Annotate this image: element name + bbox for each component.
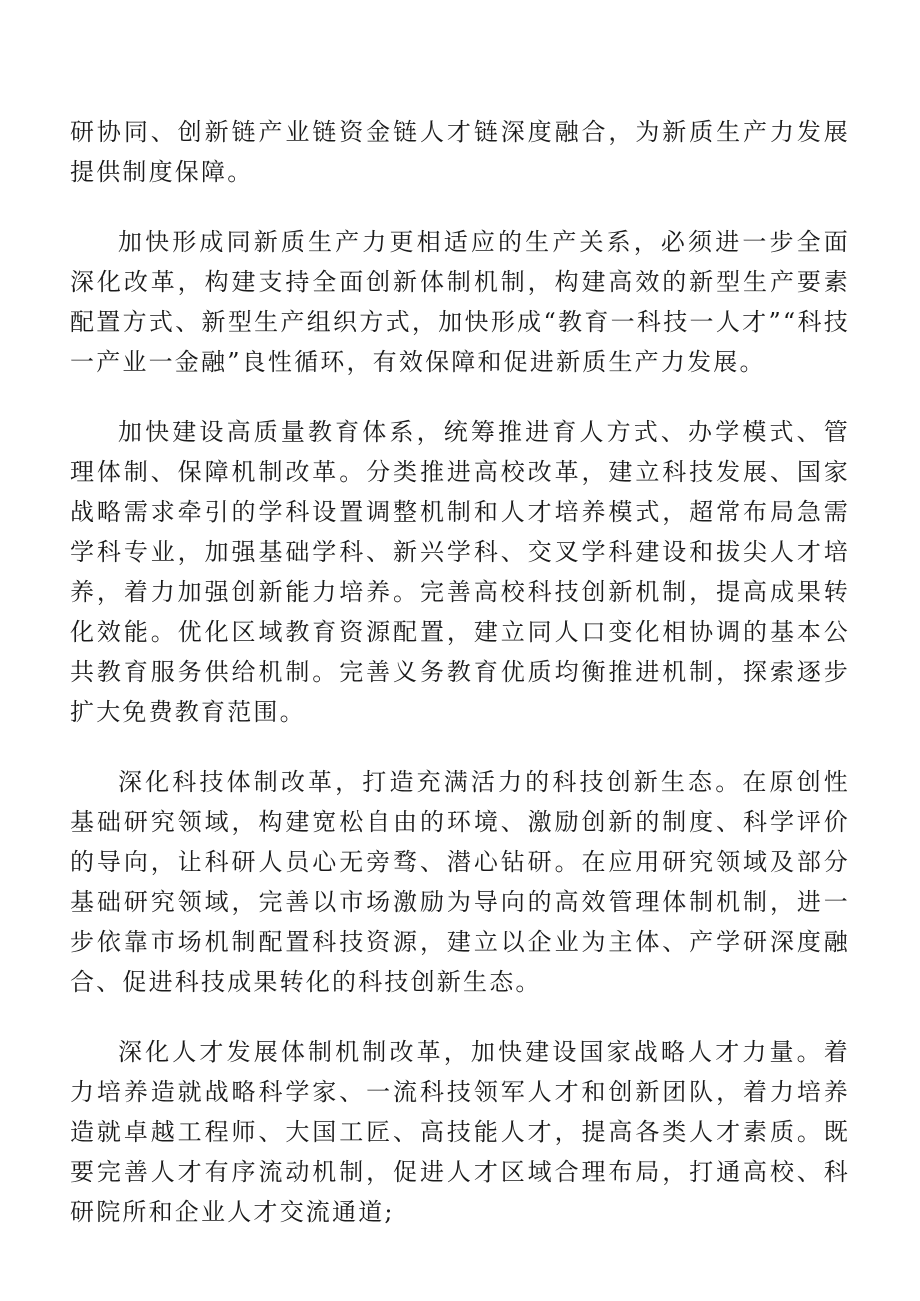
paragraph-talent-development: 深化人才发展体制机制改革，加快建设国家战略人才力量。着力培养造就战略科学家、一流科技领军人才和创新团队，着力培养造就卓越工程师、大国工匠、高技能人才，提高各类人才素质。既要完善人才有序流动机制，促进人才区域合理布局，打通高校、科研院所和企业人才交流通道; [70, 1038, 850, 1226]
paragraph-education-system: 加快建设高质量教育体系，统筹推进育人方式、办学模式、管理体制、保障机制改革。分类推进高校改革，建立科技发展、国家战略需求牵引的学科设置调整机制和人才培养模式，超常布局急需学科专业，加强基础学科、新兴学科、交叉学科建设和拔尖人才培养，着力加强创新能力培养。完善高校科技创新机制，提高成果转化效能。优化区域教育资源配置，建立同人口变化相协调的基本公共教育服务供给机制。完善义务教育优质均衡推进机制，探索逐步扩大免费教育范围。 [70, 418, 850, 726]
paragraph-continuation: 研协同、创新链产业链资金链人才链深度融合，为新质生产力发展提供制度保障。 [70, 118, 850, 186]
paragraph-science-technology: 深化科技体制改革，打造充满活力的科技创新生态。在原创性基础研究领域，构建宽松自由的环境、激励创新的制度、科学评价的导向，让科研人员心无旁骛、潜心钻研。在应用研究领域及部分基础研究领域，完善以市场激励为导向的高效管理体制机制，进一步依靠市场机制配置科技资源，建立以企业为主体、产学研深度融合、促进科技成果转化的科技创新生态。 [70, 768, 850, 996]
paragraph-production-relations: 加快形成同新质生产力更相适应的生产关系，必须进一步全面深化改革，构建支持全面创新体制机制，构建高效的新型生产要素配置方式、新型生产组织方式，加快形成“教育一科技一人才”“科技一产业一金融”良性循环，有效保障和促进新质生产力发展。 [70, 228, 850, 376]
